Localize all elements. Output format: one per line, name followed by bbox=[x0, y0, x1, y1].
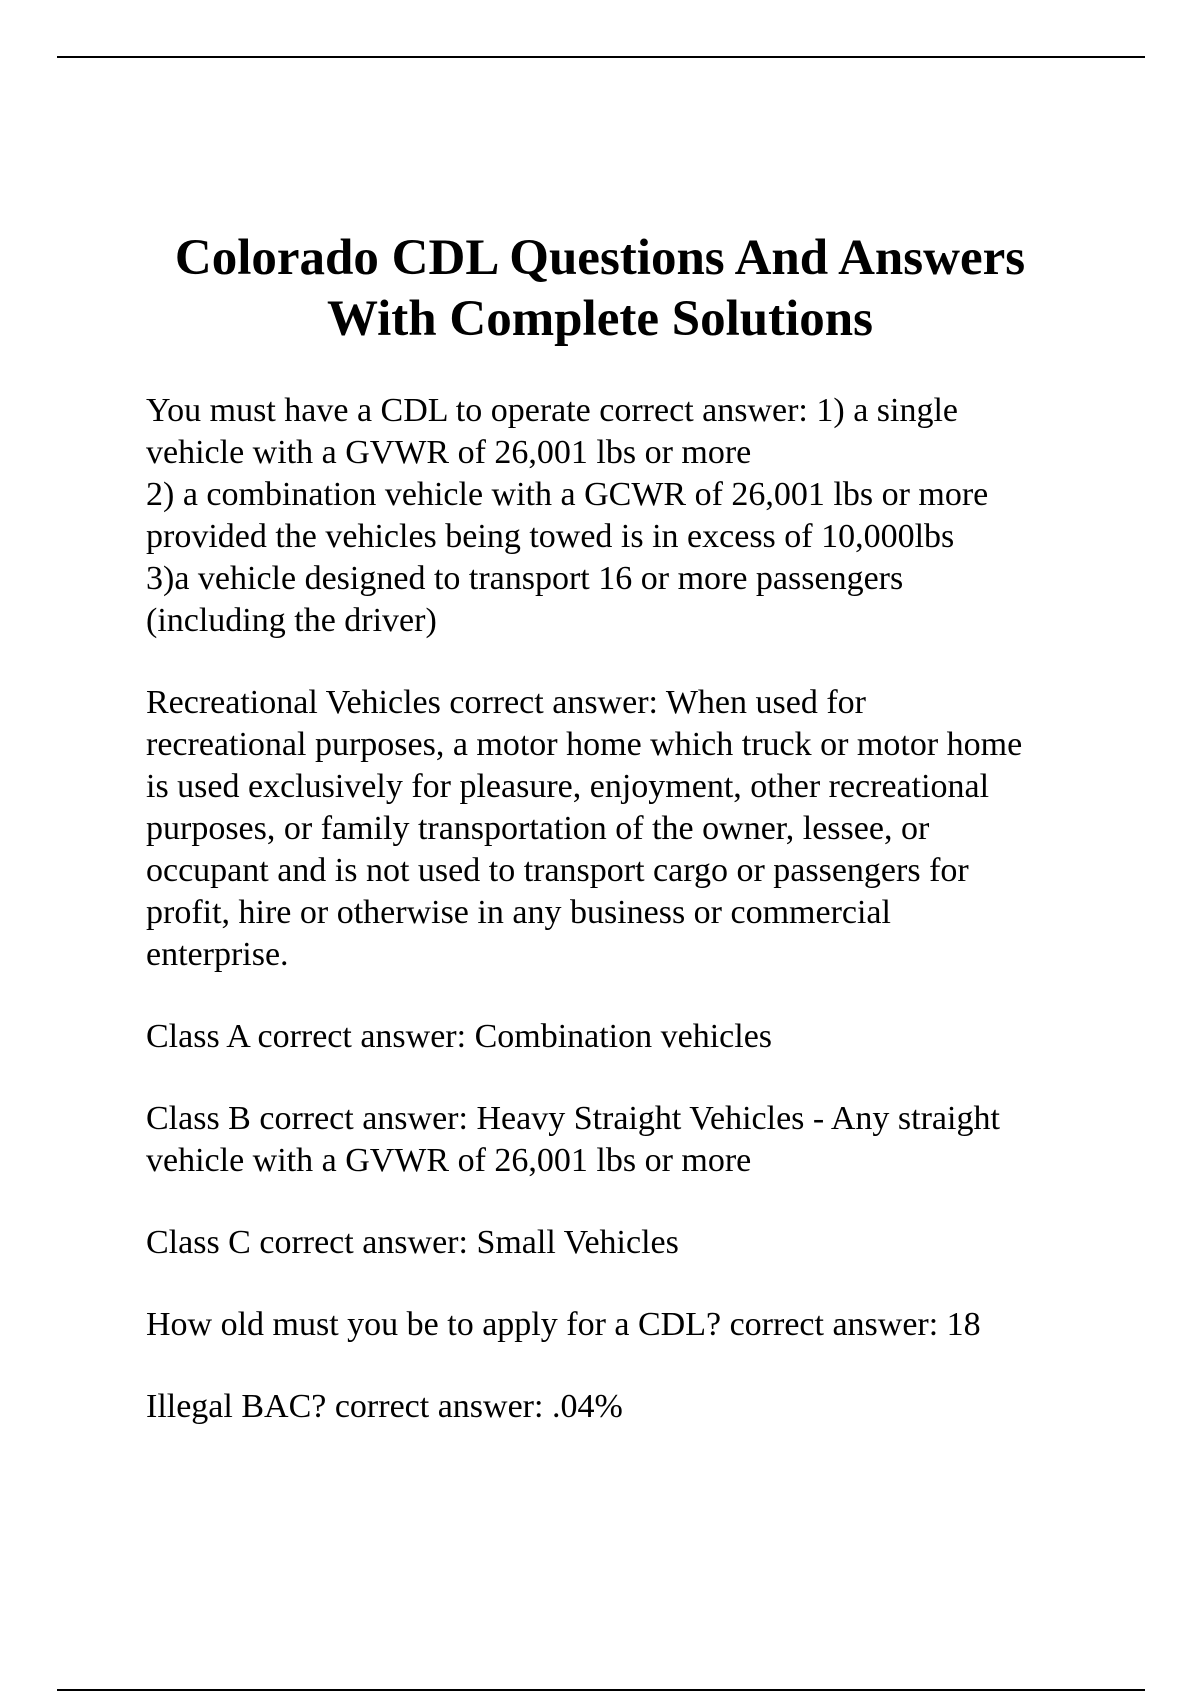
qa-entry-class-c bbox=[146, 1222, 1106, 1264]
qa-entry-illegal-bac bbox=[146, 1386, 1106, 1428]
qa-line: profit, hire or otherwise in any business or commercial bbox=[146, 894, 891, 931]
qa-entry-minimum-age bbox=[146, 1304, 1106, 1346]
title-line-1: Colorado CDL Questions And Answers bbox=[174, 230, 1026, 286]
qa-line: provided the vehicles being towed is in excess of 10,000lbs bbox=[146, 518, 955, 555]
qa-line: 2) a combination vehicle with a GCWR of 26,001 lbs or more bbox=[146, 476, 989, 513]
qa-line: Class A correct answer: Combination vehicles bbox=[146, 1018, 773, 1055]
qa-line: Recreational Vehicles correct answer: When used for bbox=[146, 684, 866, 721]
qa-line: 3)a vehicle designed to transport 16 or more passengers bbox=[146, 560, 904, 597]
qa-line: is used exclusively for pleasure, enjoyment, other recreational bbox=[146, 768, 990, 805]
qa-line: Illegal BAC? correct answer: .04% bbox=[146, 1388, 623, 1425]
qa-line: vehicle with a GVWR of 26,001 lbs or more bbox=[146, 434, 752, 471]
qa-line: occupant and is not used to transport cargo or passengers for bbox=[146, 852, 969, 889]
top-divider bbox=[57, 56, 1145, 58]
document-title bbox=[100, 228, 1100, 350]
qa-entry-class-a bbox=[146, 1016, 1106, 1058]
qa-line: vehicle with a GVWR of 26,001 lbs or more bbox=[146, 1142, 752, 1179]
qa-line: enterprise. bbox=[146, 936, 289, 973]
qa-list bbox=[146, 390, 1106, 1468]
qa-entry-class-b bbox=[146, 1098, 1106, 1182]
qa-line: Class B correct answer: Heavy Straight Vehicles - Any straight bbox=[146, 1100, 1000, 1137]
qa-line: purposes, or family transportation of the owner, lessee, or bbox=[146, 810, 930, 847]
title-line-2: With Complete Solutions bbox=[327, 291, 873, 347]
qa-entry-recreational-vehicles bbox=[146, 682, 1106, 976]
qa-line: How old must you be to apply for a CDL? correct answer: 18 bbox=[146, 1306, 981, 1343]
qa-line: (including the driver) bbox=[146, 602, 437, 639]
qa-entry-cdl-requirements bbox=[146, 390, 1106, 642]
bottom-divider bbox=[57, 1689, 1145, 1691]
qa-line: You must have a CDL to operate correct answer: 1) a single bbox=[146, 392, 958, 429]
qa-line: recreational purposes, a motor home which truck or motor home bbox=[146, 726, 1023, 763]
qa-line: Class C correct answer: Small Vehicles bbox=[146, 1224, 679, 1261]
